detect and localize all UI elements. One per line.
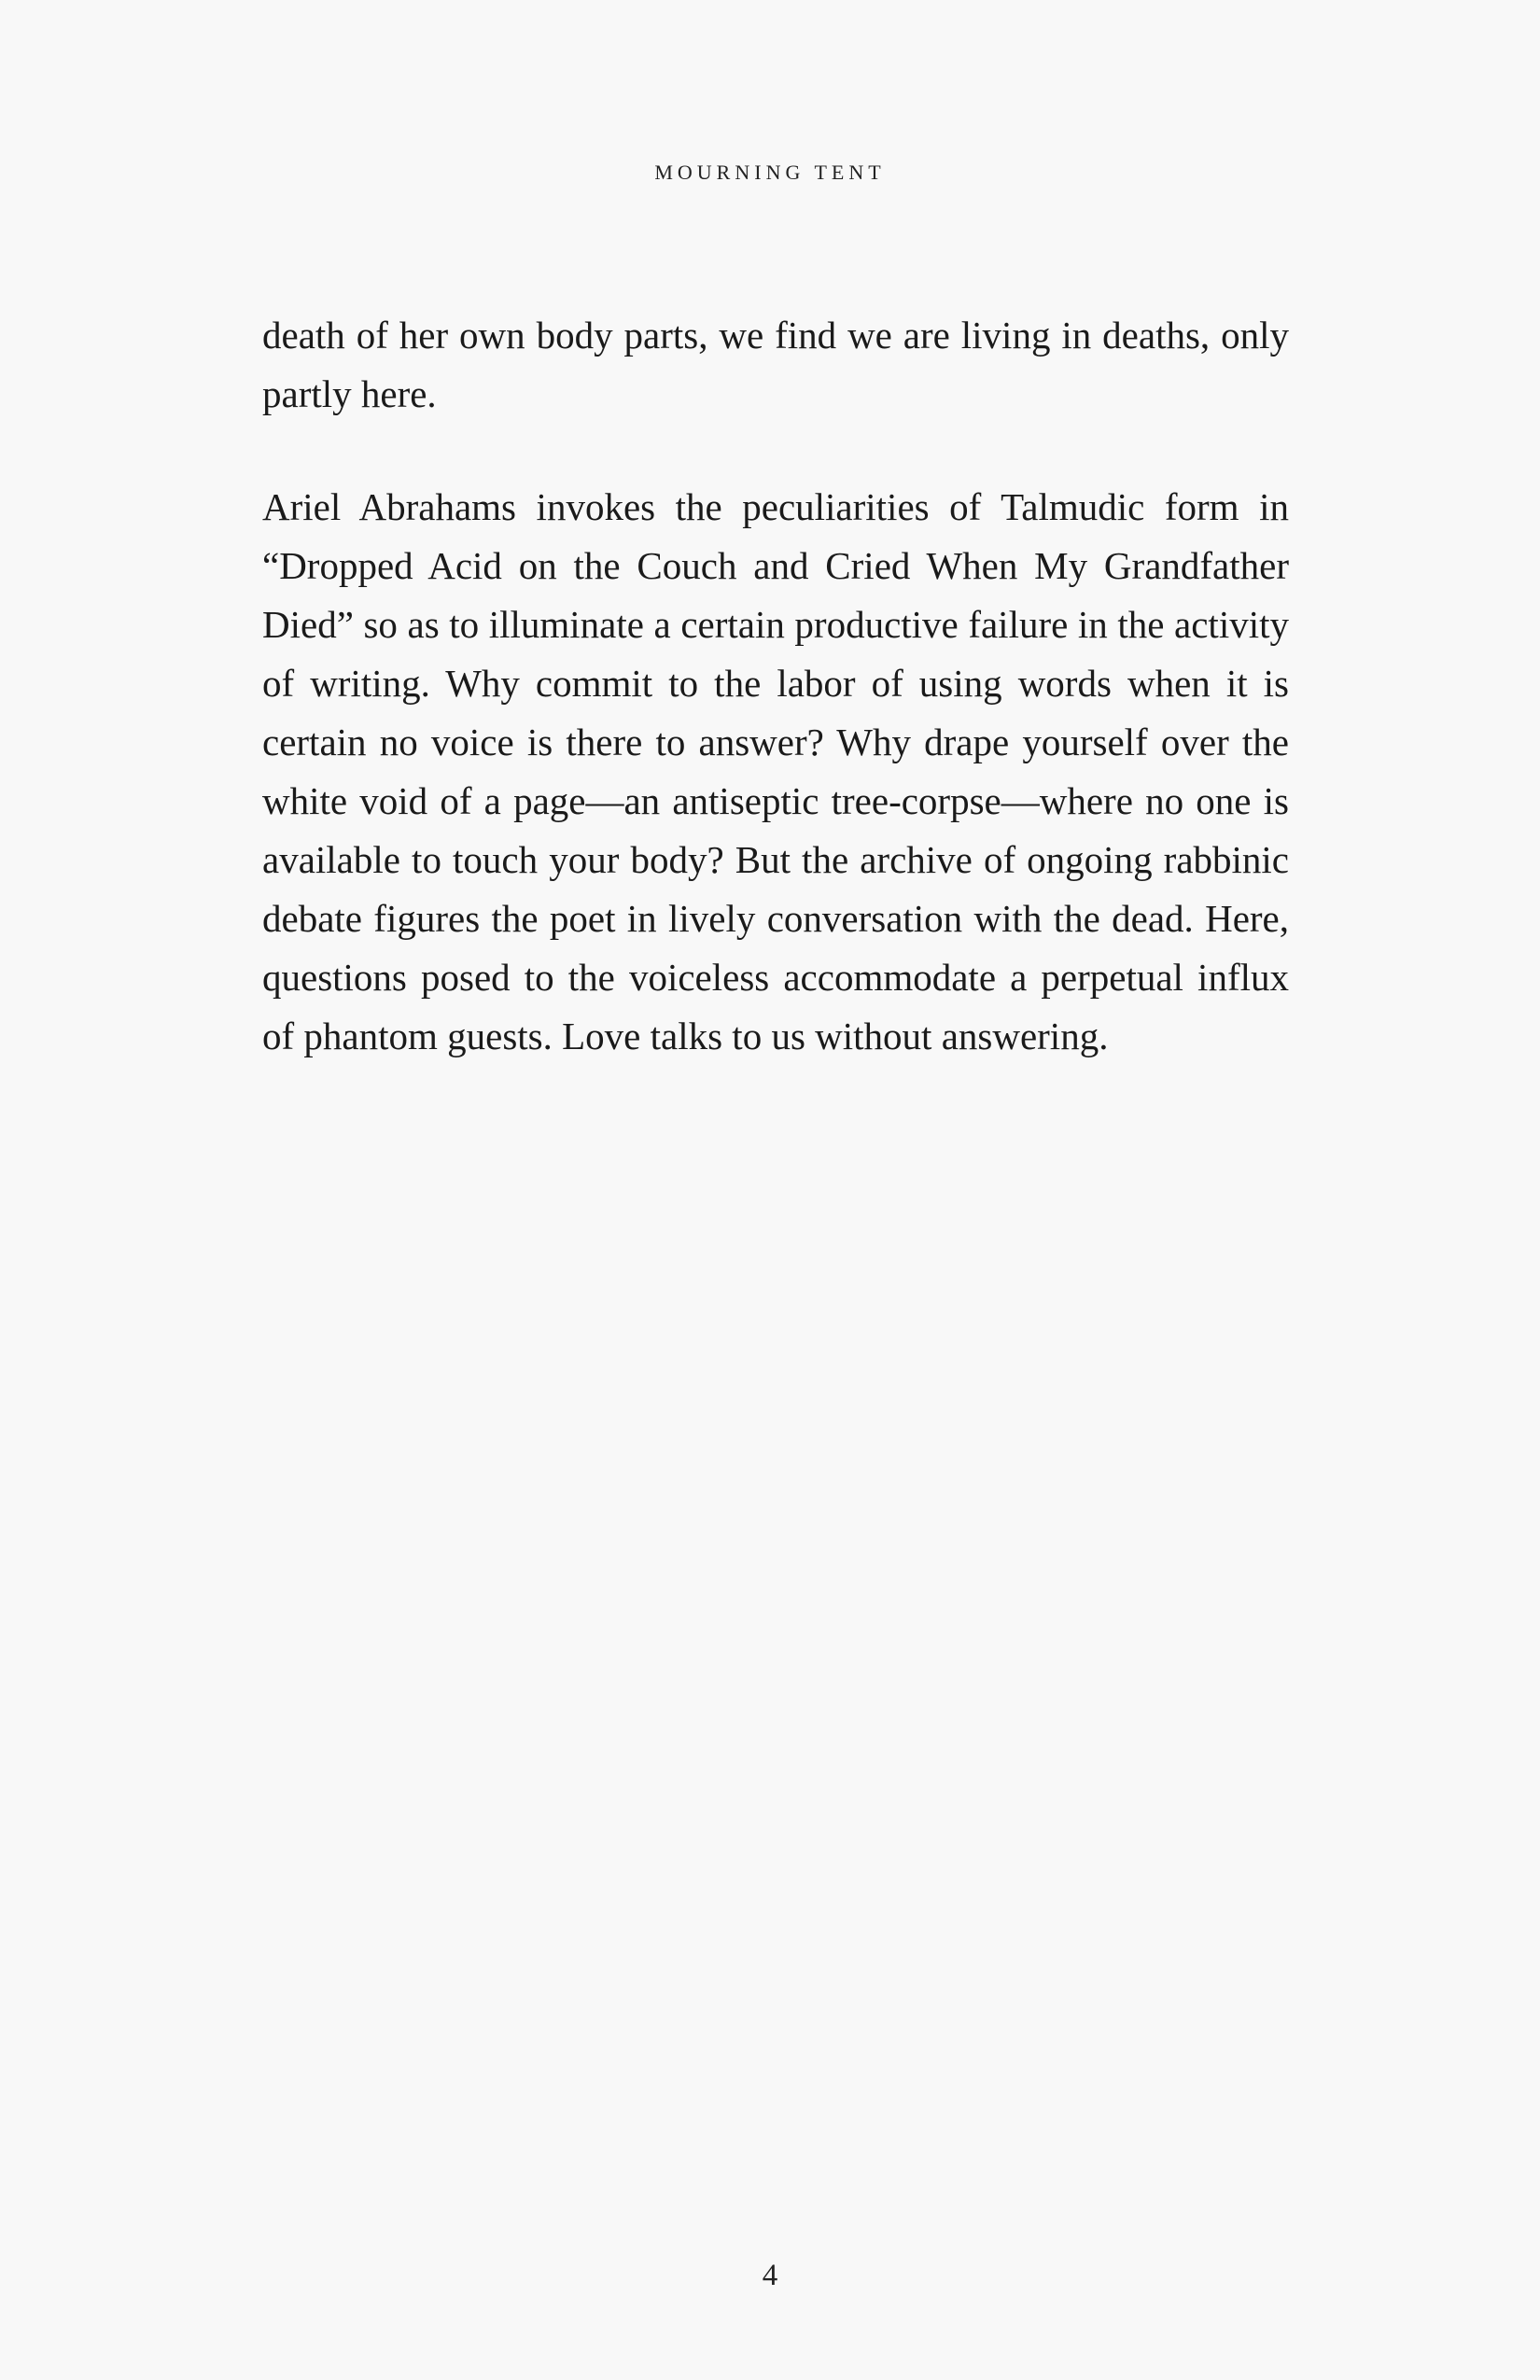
page-number: 4 [762, 2259, 778, 2292]
body-text [262, 306, 1289, 1066]
paragraph-abrahams: Ariel Abrahams invokes the peculiarities of Talmudic form in “Dropped Acid on the Couch and Cried When My Grandfather Died” so as to illuminate a certain productive failure in the activity of writing. Why commit to the labor of using words when it is certain no voice is there to answer? Why drape yourself over the white void of a page—an antiseptic tree-corpse—where no one is available to touch your body? But the archive of ongoing rabbinic debate figures the poet in lively conversation with the dead. Here, questions posed to the voiceless accommodate a perpetual influx of phantom guests. Love talks to us without answering. [262, 485, 1289, 1057]
paragraph-continuation: death of her own body parts, we find we are living in deaths, only partly here. [262, 314, 1289, 415]
running-head: MOURNING TENT [654, 161, 886, 184]
